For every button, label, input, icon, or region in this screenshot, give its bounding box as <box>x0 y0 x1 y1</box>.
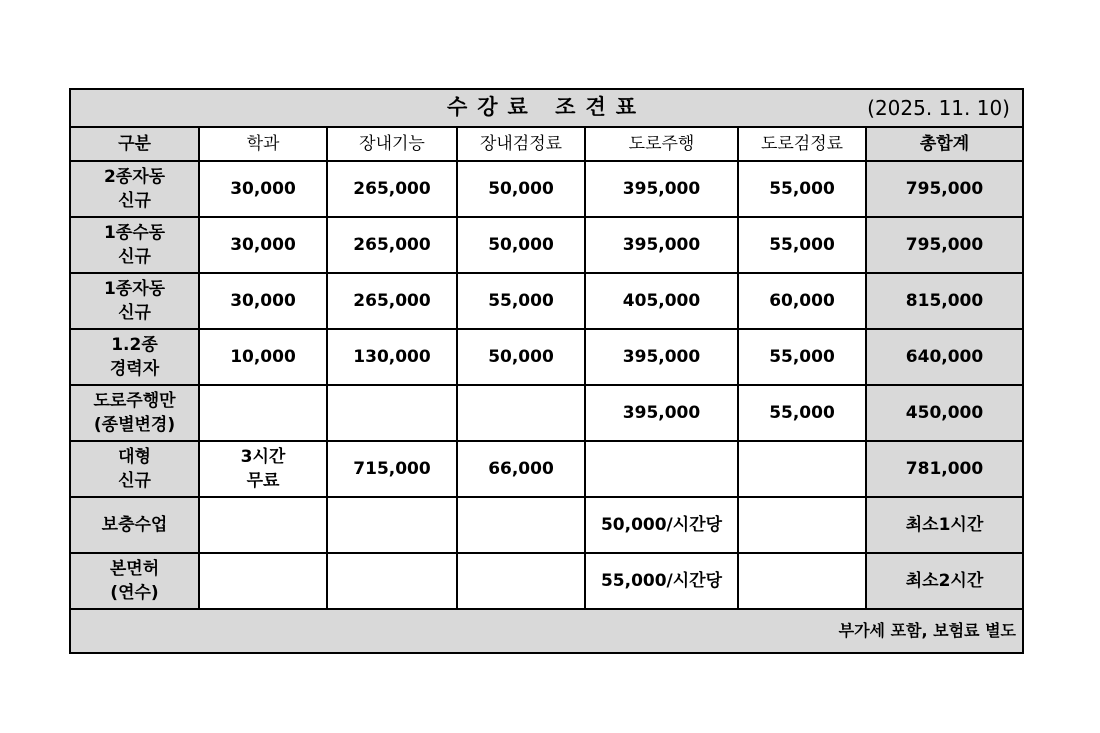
row-label-line: 경력자 <box>109 359 160 379</box>
fee-cell <box>327 553 457 609</box>
fee-cell: 265,000 <box>327 273 457 329</box>
row-label-line: 도로주행만 <box>93 391 176 411</box>
fee-cell: 715,000 <box>327 441 457 497</box>
fee-cell: 265,000 <box>327 161 457 217</box>
row-label-line: 2종자동 <box>103 167 166 187</box>
fee-cell-line: 무료 <box>246 471 280 491</box>
row-label-line: 대형 <box>118 447 151 467</box>
title-cell <box>70 89 1023 127</box>
table-row <box>70 385 1023 441</box>
fee-cell <box>327 385 457 441</box>
row-total: 795,000 <box>866 217 1023 273</box>
fee-cell <box>585 441 738 497</box>
fee-table <box>69 88 1024 162</box>
table-row <box>70 553 1023 609</box>
fee-cell <box>457 497 585 553</box>
fee-cell: 50,000 <box>457 217 585 273</box>
row-label-line: 신규 <box>118 471 151 491</box>
fee-cell: 395,000 <box>585 329 738 385</box>
row-label-line: (연수) <box>110 583 159 603</box>
table-row <box>70 161 1023 217</box>
header-road-test-fee: 도로검정료 <box>738 127 866 161</box>
row-total: 815,000 <box>866 273 1023 329</box>
row-label <box>70 329 199 385</box>
row-label-line: 1.2종 <box>111 335 158 355</box>
fee-cell: 10,000 <box>199 329 327 385</box>
title-row <box>70 89 1023 127</box>
table-row <box>70 497 1023 553</box>
fee-cell: 405,000 <box>585 273 738 329</box>
row-total: 640,000 <box>866 329 1023 385</box>
header-category: 구분 <box>70 127 199 161</box>
row-label-line: 신규 <box>118 303 151 323</box>
row-label-line: 1종수동 <box>103 223 166 243</box>
fee-cell: 395,000 <box>585 217 738 273</box>
fee-cell: 55,000 <box>738 385 866 441</box>
row-label <box>70 161 199 217</box>
table-row <box>70 273 1023 329</box>
fee-cell: 30,000 <box>199 217 327 273</box>
table-row <box>70 329 1023 385</box>
row-label <box>70 217 199 273</box>
fee-cell: 55,000 <box>457 273 585 329</box>
header-course-test-fee: 장내검정료 <box>457 127 585 161</box>
fee-cell: 55,000 <box>738 161 866 217</box>
footer-row <box>70 609 1023 653</box>
row-label <box>70 273 199 329</box>
fee-cell: 130,000 <box>327 329 457 385</box>
row-total: 781,000 <box>866 441 1023 497</box>
header-theory: 학과 <box>199 127 327 161</box>
fee-cell-line: 3시간 <box>240 447 286 467</box>
fee-table-body <box>69 160 1024 654</box>
fee-cell <box>457 385 585 441</box>
row-label <box>70 497 199 553</box>
row-label-line: 보충수업 <box>101 515 168 535</box>
fee-cell <box>199 497 327 553</box>
fee-cell: 50,000 <box>457 329 585 385</box>
fee-cell: 50,000/시간당 <box>585 497 738 553</box>
fee-cell <box>199 385 327 441</box>
row-label-line: 신규 <box>118 247 151 267</box>
table-date: (2025. 11. 10) <box>867 96 1010 120</box>
table-row <box>70 217 1023 273</box>
fee-cell <box>738 553 866 609</box>
header-total: 총합계 <box>866 127 1023 161</box>
fee-cell: 55,000 <box>738 329 866 385</box>
fee-cell: 66,000 <box>457 441 585 497</box>
table-row <box>70 441 1023 497</box>
fee-cell: 50,000 <box>457 161 585 217</box>
fee-cell <box>457 553 585 609</box>
fee-cell: 30,000 <box>199 273 327 329</box>
fee-cell <box>327 497 457 553</box>
table-title: 수강료 조견표 <box>446 95 647 119</box>
row-total: 795,000 <box>866 161 1023 217</box>
footer-note: 부가세 포함, 보험료 별도 <box>70 609 1023 653</box>
fee-cell <box>199 441 327 497</box>
row-label <box>70 441 199 497</box>
row-label-line: 본면허 <box>109 559 160 579</box>
header-road-driving: 도로주행 <box>585 127 738 161</box>
fee-cell: 395,000 <box>585 385 738 441</box>
fee-cell <box>738 497 866 553</box>
row-total: 최소2시간 <box>866 553 1023 609</box>
row-label-line: (종별변경) <box>93 415 176 435</box>
row-label-line: 신규 <box>118 191 151 211</box>
fee-cell: 55,000 <box>738 217 866 273</box>
fee-cell: 30,000 <box>199 161 327 217</box>
header-course-skill: 장내기능 <box>327 127 457 161</box>
fee-cell <box>738 441 866 497</box>
row-label-line: 1종자동 <box>103 279 166 299</box>
row-total: 450,000 <box>866 385 1023 441</box>
row-total: 최소1시간 <box>866 497 1023 553</box>
row-label <box>70 553 199 609</box>
fee-cell <box>199 553 327 609</box>
fee-cell: 265,000 <box>327 217 457 273</box>
fee-cell: 60,000 <box>738 273 866 329</box>
fee-cell: 395,000 <box>585 161 738 217</box>
fee-cell: 55,000/시간당 <box>585 553 738 609</box>
row-label <box>70 385 199 441</box>
header-row <box>70 127 1023 161</box>
